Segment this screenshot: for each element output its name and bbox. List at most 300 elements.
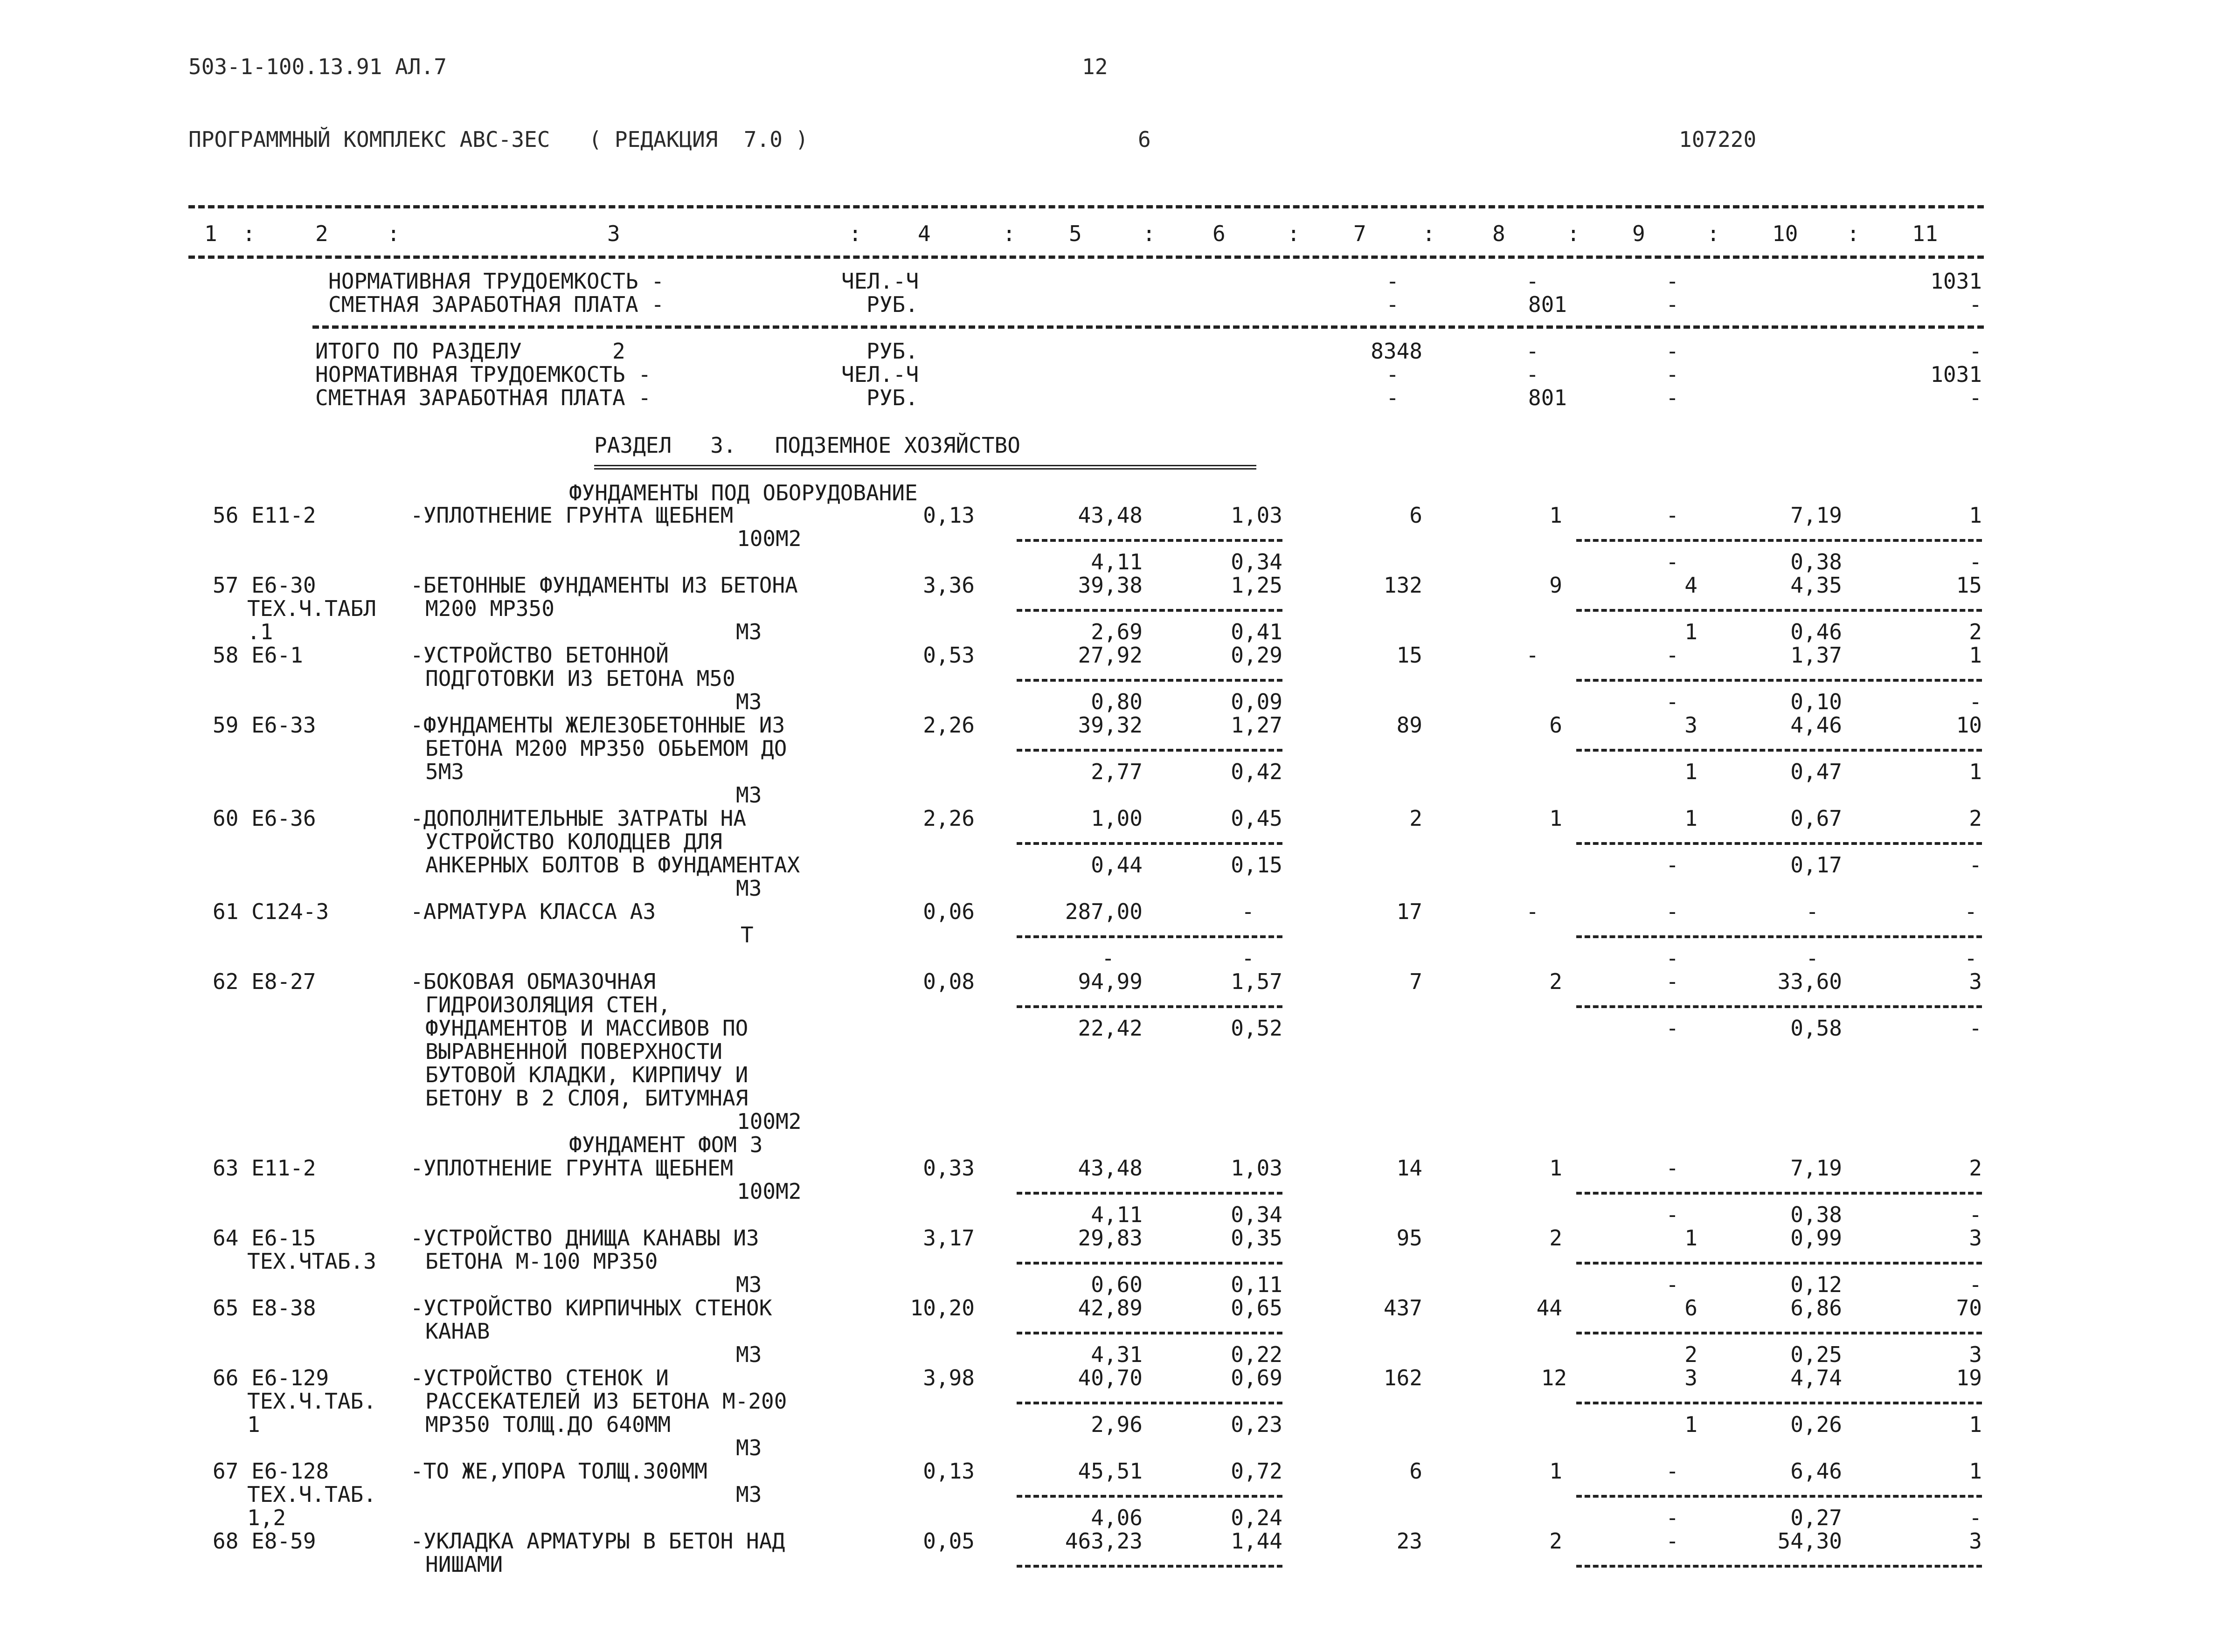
row-59-c8: 6 bbox=[1549, 712, 1562, 738]
row-64-c9b: - bbox=[1666, 1272, 1679, 1297]
row-62-c7: 7 bbox=[1409, 969, 1422, 994]
row-66-unit: М3 bbox=[736, 1435, 762, 1460]
row-61-unit: Т bbox=[741, 922, 754, 947]
row-63-c7: 14 bbox=[1396, 1155, 1422, 1181]
row-66-name-2: РАССЕКАТЕЛЕЙ ИЗ БЕТОНА М-200 bbox=[425, 1389, 787, 1414]
row-63-c6: 1,03 bbox=[1231, 1155, 1282, 1181]
row-58-name-2: ПОДГОТОВКИ ИЗ БЕТОНА М50 bbox=[425, 666, 735, 691]
row-65-c7: 437 bbox=[1383, 1295, 1422, 1320]
row-64-code: 64 Е6-15 bbox=[213, 1225, 316, 1251]
row-63-c5b: 4,11 bbox=[1091, 1202, 1143, 1227]
row-57-c11: 15 bbox=[1956, 573, 1982, 598]
sheet-number: 6 bbox=[1138, 127, 1151, 152]
row-59-unit: М3 bbox=[736, 782, 762, 808]
col-1: 1 bbox=[204, 221, 217, 246]
col-11: 11 bbox=[1912, 221, 1938, 246]
row-58-c10b: 0,10 bbox=[1790, 689, 1842, 714]
row-62-name-3: ФУНДАМЕНТОВ И МАССИВОВ ПО bbox=[425, 1016, 748, 1041]
row-67-rule-a bbox=[1017, 1495, 1282, 1498]
row-65-c11: 70 bbox=[1956, 1295, 1982, 1320]
row-60-rule-b bbox=[1576, 842, 1982, 845]
row-66-code-3: 1 bbox=[247, 1412, 260, 1437]
row-67-c7: 6 bbox=[1409, 1458, 1422, 1484]
row-63-c11b: - bbox=[1969, 1202, 1982, 1227]
row-60-c10: 0,67 bbox=[1790, 806, 1842, 831]
row-62-name: -БОКОВАЯ ОБМАЗОЧНАЯ bbox=[410, 969, 656, 994]
section-total-unit: РУБ. bbox=[866, 339, 918, 364]
row-59-name: -ФУНДАМЕНТЫ ЖЕЛЕЗОБЕТОННЫЕ ИЗ bbox=[410, 712, 785, 738]
col-sep: : bbox=[242, 221, 256, 246]
row-56-c5b: 4,11 bbox=[1091, 549, 1143, 574]
row-62-name-4: ВЫРАВНЕННОЙ ПОВЕРХНОСТИ bbox=[425, 1039, 722, 1064]
row-58-c10: 1,37 bbox=[1790, 643, 1842, 668]
row-65-c6b: 0,22 bbox=[1231, 1342, 1282, 1367]
row-57-c5b: 2,69 bbox=[1091, 619, 1143, 644]
row-60-c6: 0,45 bbox=[1231, 806, 1282, 831]
row-60-rule-a bbox=[1017, 842, 1282, 845]
row-67-c11: 1 bbox=[1969, 1458, 1982, 1484]
row-66-c11b: 1 bbox=[1969, 1412, 1982, 1437]
subtotal-rule bbox=[312, 325, 1984, 329]
section-labor-unit: ЧЕЛ.-Ч bbox=[841, 362, 919, 387]
row-62-c9b: - bbox=[1666, 1016, 1679, 1041]
row-61-c6: - bbox=[1241, 899, 1254, 924]
row-67-code-2: ТЕХ.Ч.ТАБ. bbox=[247, 1482, 376, 1507]
row-66-c5: 40,70 bbox=[1078, 1365, 1143, 1390]
row-58-name: -УСТРОЙСТВО БЕТОННОЙ bbox=[410, 643, 669, 668]
section-wage-c7: - bbox=[1386, 385, 1399, 410]
row-63-c5: 43,48 bbox=[1078, 1155, 1143, 1181]
row-58-c6b: 0,09 bbox=[1231, 689, 1282, 714]
wage-c11: - bbox=[1969, 292, 1982, 317]
row-62-c11b: - bbox=[1969, 1016, 1982, 1041]
row-60-c11: 2 bbox=[1969, 806, 1982, 831]
row-56-c11: 1 bbox=[1969, 503, 1982, 528]
row-56-c6b: 0,34 bbox=[1231, 549, 1282, 574]
row-64-unit: М3 bbox=[736, 1272, 762, 1297]
row-62-code: 62 Е8-27 bbox=[213, 969, 316, 994]
row-59-c5b: 2,77 bbox=[1091, 759, 1143, 784]
row-66-c4: 3,98 bbox=[923, 1365, 975, 1390]
row-67-c9b: - bbox=[1666, 1505, 1679, 1530]
row-58-c4: 0,53 bbox=[923, 643, 975, 668]
row-67-c5b: 4,06 bbox=[1091, 1505, 1143, 1530]
row-62-c4: 0,08 bbox=[923, 969, 975, 994]
row-59-name-3: 5М3 bbox=[425, 759, 464, 784]
row-62-rule-a bbox=[1017, 1005, 1282, 1008]
row-60-c9: 1 bbox=[1684, 806, 1698, 831]
section-wage-c8: 801 bbox=[1528, 385, 1567, 410]
row-57-c9: 4 bbox=[1684, 573, 1698, 598]
row-59-c11b: 1 bbox=[1969, 759, 1982, 784]
section-total-c8: - bbox=[1526, 339, 1539, 364]
labor-c11: 1031 bbox=[1930, 269, 1982, 294]
row-65-unit: М3 bbox=[736, 1342, 762, 1367]
row-64-name: -УСТРОЙСТВО ДНИЩА КАНАВЫ ИЗ bbox=[410, 1225, 759, 1251]
row-57-code: 57 Е6-30 bbox=[213, 573, 316, 598]
row-68-c11: 3 bbox=[1969, 1528, 1982, 1554]
col-sep: : bbox=[387, 221, 400, 246]
section-total-c7: 8348 bbox=[1371, 339, 1422, 364]
row-62-c5b: 22,42 bbox=[1078, 1016, 1143, 1041]
col-8: 8 bbox=[1492, 221, 1505, 246]
row-68-rule-a bbox=[1017, 1565, 1282, 1568]
section-total-label: ИТОГО ПО РАЗДЕЛУ 2 bbox=[315, 339, 625, 364]
row-61-c9: - bbox=[1666, 899, 1679, 924]
row-62-name-6: БЕТОНУ В 2 СЛОЯ, БИТУМНАЯ bbox=[425, 1085, 748, 1111]
row-60-c4: 2,26 bbox=[923, 806, 975, 831]
row-68-name: -УКЛАДКА АРМАТУРЫ В БЕТОН НАД bbox=[410, 1528, 785, 1554]
row-59-c9: 3 bbox=[1684, 712, 1698, 738]
row-58-c5b: 0,80 bbox=[1091, 689, 1143, 714]
row-64-c5: 29,83 bbox=[1078, 1225, 1143, 1251]
row-56-rule-b bbox=[1576, 539, 1982, 542]
col-sep: : bbox=[849, 221, 862, 246]
row-65-c11b: 3 bbox=[1969, 1342, 1982, 1367]
row-66-c9b: 1 bbox=[1684, 1412, 1698, 1437]
row-68-name-2: НИШАМИ bbox=[425, 1552, 503, 1577]
row-56-c11b: - bbox=[1969, 549, 1982, 574]
row-65-c5: 42,89 bbox=[1078, 1295, 1143, 1320]
row-65-c8: 44 bbox=[1536, 1295, 1562, 1320]
row-65-c10: 6,86 bbox=[1790, 1295, 1842, 1320]
row-59-c10: 4,46 bbox=[1790, 712, 1842, 738]
row-63-c6b: 0,34 bbox=[1231, 1202, 1282, 1227]
row-56-c5: 43,48 bbox=[1078, 503, 1143, 528]
row-62-c10b: 0,58 bbox=[1790, 1016, 1842, 1041]
row-61-c10: - bbox=[1806, 899, 1819, 924]
col-3: 3 bbox=[607, 221, 620, 246]
table-rule-top bbox=[188, 205, 1984, 208]
row-67-c4: 0,13 bbox=[923, 1458, 975, 1484]
row-57-unit: М3 bbox=[736, 619, 762, 644]
section-wage-c11: - bbox=[1969, 385, 1982, 410]
row-68-c6: 1,44 bbox=[1231, 1528, 1282, 1554]
program-title: ПРОГРАММНЫЙ КОМПЛЕКС АВС-3ЕС ( РЕДАКЦИЯ 7.0 ) bbox=[188, 127, 809, 152]
row-63-c4: 0,33 bbox=[923, 1155, 975, 1181]
row-64-c10b: 0,12 bbox=[1790, 1272, 1842, 1297]
row-56-c9: - bbox=[1666, 503, 1679, 528]
col-7: 7 bbox=[1353, 221, 1366, 246]
row-67-c9: - bbox=[1666, 1458, 1679, 1484]
row-57-c5: 39,38 bbox=[1078, 573, 1143, 598]
row-61-c11: - bbox=[1964, 899, 1977, 924]
col-9: 9 bbox=[1632, 221, 1645, 246]
labor-label: НОРМАТИВНАЯ ТРУДОЕМКОСТЬ - bbox=[328, 269, 665, 294]
row-61-c7: 17 bbox=[1396, 899, 1422, 924]
row-66-c7: 162 bbox=[1383, 1365, 1422, 1390]
row-61-c4: 0,06 bbox=[923, 899, 975, 924]
fom-heading: ФУНДАМЕНТ ФОМ 3 bbox=[569, 1132, 763, 1157]
row-65-rule-a bbox=[1017, 1332, 1282, 1334]
row-62-unit: 100М2 bbox=[737, 1109, 802, 1134]
row-68-c10: 54,30 bbox=[1777, 1528, 1842, 1554]
row-62-c6b: 0,52 bbox=[1231, 1016, 1282, 1041]
row-62-c10: 33,60 bbox=[1777, 969, 1842, 994]
row-64-c4: 3,17 bbox=[923, 1225, 975, 1251]
section-wage-label: СМЕТНАЯ ЗАРАБОТНАЯ ПЛАТА - bbox=[315, 385, 651, 410]
row-67-c5: 45,51 bbox=[1078, 1458, 1143, 1484]
row-61-c5b: - bbox=[1102, 946, 1115, 971]
row-62-name-2: ГИДРОИЗОЛЯЦИЯ СТЕН, bbox=[425, 992, 671, 1017]
row-62-c11: 3 bbox=[1969, 969, 1982, 994]
row-59-rule-a bbox=[1017, 749, 1282, 752]
row-58-c9b: - bbox=[1666, 689, 1679, 714]
row-66-name-3: МРЗ50 ТОЛЩ.ДО 640ММ bbox=[425, 1412, 671, 1437]
row-56-c7: 6 bbox=[1409, 503, 1422, 528]
wage-unit: РУБ. bbox=[866, 292, 918, 317]
wage-label: СМЕТНАЯ ЗАРАБОТНАЯ ПЛАТА - bbox=[328, 292, 665, 317]
section-wage-unit: РУБ. bbox=[866, 385, 918, 410]
row-65-c10b: 0,25 bbox=[1790, 1342, 1842, 1367]
document-id: 107220 bbox=[1679, 127, 1757, 152]
row-59-code: 59 Е6-33 bbox=[213, 712, 316, 738]
table-rule-header bbox=[188, 256, 1984, 259]
equipment-heading: ФУНДАМЕНТЫ ПОД ОБОРУДОВАНИЕ bbox=[569, 480, 918, 505]
row-58-c11: 1 bbox=[1969, 643, 1982, 668]
row-57-c11b: 2 bbox=[1969, 619, 1982, 644]
section-total-c11: - bbox=[1969, 339, 1982, 364]
row-57-c10b: 0,46 bbox=[1790, 619, 1842, 644]
row-65-c9b: 2 bbox=[1684, 1342, 1698, 1367]
row-66-rule-a bbox=[1017, 1402, 1282, 1404]
row-67-unit: М3 bbox=[736, 1482, 762, 1507]
row-60-c5b: 0,44 bbox=[1091, 852, 1143, 878]
row-64-name-2: БЕТОНА М-100 МРЗ50 bbox=[425, 1249, 658, 1274]
row-64-c11b: - bbox=[1969, 1272, 1982, 1297]
row-64-code-2: ТЕХ.ЧТАБ.3 bbox=[247, 1249, 376, 1274]
row-66-c10b: 0,26 bbox=[1790, 1412, 1842, 1437]
row-57-c6: 1,25 bbox=[1231, 573, 1282, 598]
row-58-c11b: - bbox=[1969, 689, 1982, 714]
row-66-c9: 3 bbox=[1684, 1365, 1698, 1390]
row-57-name-2: М200 МРЗ50 bbox=[425, 596, 554, 621]
row-65-c4: 10,20 bbox=[910, 1295, 975, 1320]
col-sep: : bbox=[1847, 221, 1860, 246]
row-65-c6: 0,65 bbox=[1231, 1295, 1282, 1320]
row-60-code: 60 Е6-36 bbox=[213, 806, 316, 831]
row-57-c4: 3,36 bbox=[923, 573, 975, 598]
row-58-c7: 15 bbox=[1396, 643, 1422, 668]
row-65-c5b: 4,31 bbox=[1091, 1342, 1143, 1367]
row-57-c6b: 0,41 bbox=[1231, 619, 1282, 644]
row-64-c6b: 0,11 bbox=[1231, 1272, 1282, 1297]
row-64-c8: 2 bbox=[1549, 1225, 1562, 1251]
col-6: 6 bbox=[1212, 221, 1226, 246]
row-56-unit: 100М2 bbox=[737, 526, 802, 551]
col-sep: : bbox=[1422, 221, 1435, 246]
row-56-rule-a bbox=[1017, 539, 1282, 542]
row-62-c5: 94,99 bbox=[1078, 969, 1143, 994]
row-67-c6b: 0,24 bbox=[1231, 1505, 1282, 1530]
row-57-code-3: .1 bbox=[247, 619, 273, 644]
row-61-c6b: - bbox=[1241, 946, 1254, 971]
row-66-rule-b bbox=[1576, 1402, 1982, 1404]
page-number: 12 bbox=[1082, 54, 1108, 79]
row-63-c10b: 0,38 bbox=[1790, 1202, 1842, 1227]
row-61-c11b: - bbox=[1964, 946, 1977, 971]
row-62-c9: - bbox=[1666, 969, 1679, 994]
row-62-c8: 2 bbox=[1549, 969, 1562, 994]
section-title-underline bbox=[594, 465, 1256, 470]
row-60-c7: 2 bbox=[1409, 806, 1422, 831]
row-63-c9: - bbox=[1666, 1155, 1679, 1181]
row-56-c10: 7,19 bbox=[1790, 503, 1842, 528]
row-68-c4: 0,05 bbox=[923, 1528, 975, 1554]
col-10: 10 bbox=[1772, 221, 1798, 246]
row-61-rule-b bbox=[1576, 935, 1982, 938]
row-59-c4: 2,26 bbox=[923, 712, 975, 738]
row-56-c9b: - bbox=[1666, 549, 1679, 574]
row-67-c6: 0,72 bbox=[1231, 1458, 1282, 1484]
row-57-code-2: ТЕХ.Ч.ТАБЛ bbox=[247, 596, 376, 621]
row-58-rule-b bbox=[1576, 679, 1982, 682]
row-62-rule-b bbox=[1576, 1005, 1982, 1008]
row-64-c9: 1 bbox=[1684, 1225, 1698, 1251]
row-61-c8: - bbox=[1526, 899, 1539, 924]
row-59-name-2: БЕТОНА М200 МРЗ50 ОБЬЕМОМ ДО bbox=[425, 736, 787, 761]
row-61-c9b: - bbox=[1666, 946, 1679, 971]
col-sep: : bbox=[1287, 221, 1300, 246]
row-58-c5: 27,92 bbox=[1078, 643, 1143, 668]
section-labor-c11: 1031 bbox=[1930, 362, 1982, 387]
row-64-c5b: 0,60 bbox=[1091, 1272, 1143, 1297]
row-66-code-2: ТЕХ.Ч.ТАБ. bbox=[247, 1389, 376, 1414]
row-59-c11: 10 bbox=[1956, 712, 1982, 738]
section-total-c9: - bbox=[1666, 339, 1679, 364]
section-labor-label: НОРМАТИВНАЯ ТРУДОЕМКОСТЬ - bbox=[315, 362, 651, 387]
document-code: 503-1-100.13.91 АЛ.7 bbox=[188, 54, 447, 79]
row-60-name: -ДОПОЛНИТЕЛЬНЫЕ ЗАТРАТЫ НА bbox=[410, 806, 747, 831]
row-57-c9b: 1 bbox=[1684, 619, 1698, 644]
row-58-code: 58 Е6-1 bbox=[213, 643, 303, 668]
row-60-c10b: 0,17 bbox=[1790, 852, 1842, 878]
row-68-rule-b bbox=[1576, 1565, 1982, 1568]
row-66-c6b: 0,23 bbox=[1231, 1412, 1282, 1437]
row-60-c9b: - bbox=[1666, 852, 1679, 878]
labor-unit: ЧЕЛ.-Ч bbox=[841, 269, 919, 294]
row-61-rule-a bbox=[1017, 935, 1282, 938]
row-58-c6: 0,29 bbox=[1231, 643, 1282, 668]
row-60-c6b: 0,15 bbox=[1231, 852, 1282, 878]
row-61-c5: 287,00 bbox=[1065, 899, 1143, 924]
row-62-name-5: БУТОВОЙ КЛАДКИ, КИРПИЧУ И bbox=[425, 1062, 748, 1087]
col-5: 5 bbox=[1069, 221, 1082, 246]
row-67-c11b: - bbox=[1969, 1505, 1982, 1530]
row-64-rule-b bbox=[1576, 1262, 1982, 1265]
row-57-c8: 9 bbox=[1549, 573, 1562, 598]
row-59-rule-b bbox=[1576, 749, 1982, 752]
row-65-rule-b bbox=[1576, 1332, 1982, 1334]
row-66-name: -УСТРОЙСТВО СТЕНОК И bbox=[410, 1365, 669, 1390]
row-68-c9: - bbox=[1666, 1528, 1679, 1554]
row-68-c7: 23 bbox=[1396, 1528, 1422, 1554]
row-68-code: 68 Е8-59 bbox=[213, 1528, 316, 1554]
row-57-c7: 132 bbox=[1383, 573, 1422, 598]
row-66-code: 66 Е6-129 bbox=[213, 1365, 329, 1390]
section-labor-c8: - bbox=[1526, 362, 1539, 387]
section-labor-c9: - bbox=[1666, 362, 1679, 387]
row-66-c6: 0,69 bbox=[1231, 1365, 1282, 1390]
row-60-name-2: УСТРОЙСТВО КОЛОДЦЕВ ДЛЯ bbox=[425, 829, 722, 854]
col-sep: : bbox=[1003, 221, 1016, 246]
row-58-unit: М3 bbox=[736, 689, 762, 714]
row-66-c8: 12 bbox=[1541, 1365, 1567, 1390]
row-64-c6: 0,35 bbox=[1231, 1225, 1282, 1251]
labor-c8: - bbox=[1526, 269, 1539, 294]
col-sep: : bbox=[1567, 221, 1580, 246]
row-63-rule-b bbox=[1576, 1192, 1982, 1195]
section-wage-c9: - bbox=[1666, 385, 1679, 410]
row-59-c7: 89 bbox=[1396, 712, 1422, 738]
row-67-name: -ТО ЖЕ,УПОРА ТОЛЩ.300ММ bbox=[410, 1458, 707, 1484]
wage-c8: 801 bbox=[1528, 292, 1567, 317]
row-65-name: -УСТРОЙСТВО КИРПИЧНЫХ СТЕНОК bbox=[410, 1295, 772, 1320]
row-59-c5: 39,32 bbox=[1078, 712, 1143, 738]
row-63-name: -УПЛОТНЕНИЕ ГРУНТА ЩЕБНЕМ bbox=[410, 1155, 734, 1181]
row-64-c11: 3 bbox=[1969, 1225, 1982, 1251]
row-65-c9: 6 bbox=[1684, 1295, 1698, 1320]
row-56-code: 56 Е11-2 bbox=[213, 503, 316, 528]
row-60-c11b: - bbox=[1969, 852, 1982, 878]
row-60-c8: 1 bbox=[1549, 806, 1562, 831]
row-66-c5b: 2,96 bbox=[1091, 1412, 1143, 1437]
section-labor-c7: - bbox=[1386, 362, 1399, 387]
row-56-c8: 1 bbox=[1549, 503, 1562, 528]
row-57-name: -БЕТОННЫЕ ФУНДАМЕНТЫ ИЗ БЕТОНА bbox=[410, 573, 798, 598]
row-62-c6: 1,57 bbox=[1231, 969, 1282, 994]
row-64-c10: 0,99 bbox=[1790, 1225, 1842, 1251]
row-60-unit: М3 bbox=[736, 876, 762, 901]
col-4: 4 bbox=[918, 221, 931, 246]
row-64-c7: 95 bbox=[1396, 1225, 1422, 1251]
row-67-code: 67 Е6-128 bbox=[213, 1458, 329, 1484]
row-59-c9b: 1 bbox=[1684, 759, 1698, 784]
row-67-c8: 1 bbox=[1549, 1458, 1562, 1484]
row-59-c6: 1,27 bbox=[1231, 712, 1282, 738]
row-67-c10b: 0,27 bbox=[1790, 1505, 1842, 1530]
row-63-unit: 100М2 bbox=[737, 1179, 802, 1204]
row-60-c5: 1,00 bbox=[1091, 806, 1143, 831]
row-65-code: 65 Е8-38 bbox=[213, 1295, 316, 1320]
row-61-c10b: - bbox=[1806, 946, 1819, 971]
row-56-name: -УПЛОТНЕНИЕ ГРУНТА ЩЕБНЕМ bbox=[410, 503, 734, 528]
row-58-rule-a bbox=[1017, 679, 1282, 682]
row-56-c10b: 0,38 bbox=[1790, 549, 1842, 574]
row-59-c6b: 0,42 bbox=[1231, 759, 1282, 784]
row-56-c4: 0,13 bbox=[923, 503, 975, 528]
row-63-c9b: - bbox=[1666, 1202, 1679, 1227]
wage-c9: - bbox=[1666, 292, 1679, 317]
row-57-rule-a bbox=[1017, 609, 1282, 612]
row-63-c8: 1 bbox=[1549, 1155, 1562, 1181]
section-title: РАЗДЕЛ 3. ПОДЗЕМНОЕ ХОЗЯЙСТВО bbox=[594, 433, 1020, 458]
row-63-code: 63 Е11-2 bbox=[213, 1155, 316, 1181]
row-61-name: -АРМАТУРА КЛАССА А3 bbox=[410, 899, 656, 924]
row-67-rule-b bbox=[1576, 1495, 1982, 1498]
row-67-code-3: 1,2 bbox=[247, 1505, 286, 1530]
row-68-c5: 463,23 bbox=[1065, 1528, 1143, 1554]
row-56-c6: 1,03 bbox=[1231, 503, 1282, 528]
row-66-c10: 4,74 bbox=[1790, 1365, 1842, 1390]
row-65-name-2: КАНАВ bbox=[425, 1319, 490, 1344]
row-63-c10: 7,19 bbox=[1790, 1155, 1842, 1181]
row-67-c10: 6,46 bbox=[1790, 1458, 1842, 1484]
wage-c7: - bbox=[1386, 292, 1399, 317]
col-sep: : bbox=[1143, 221, 1156, 246]
row-64-rule-a bbox=[1017, 1262, 1282, 1265]
row-57-rule-b bbox=[1576, 609, 1982, 612]
